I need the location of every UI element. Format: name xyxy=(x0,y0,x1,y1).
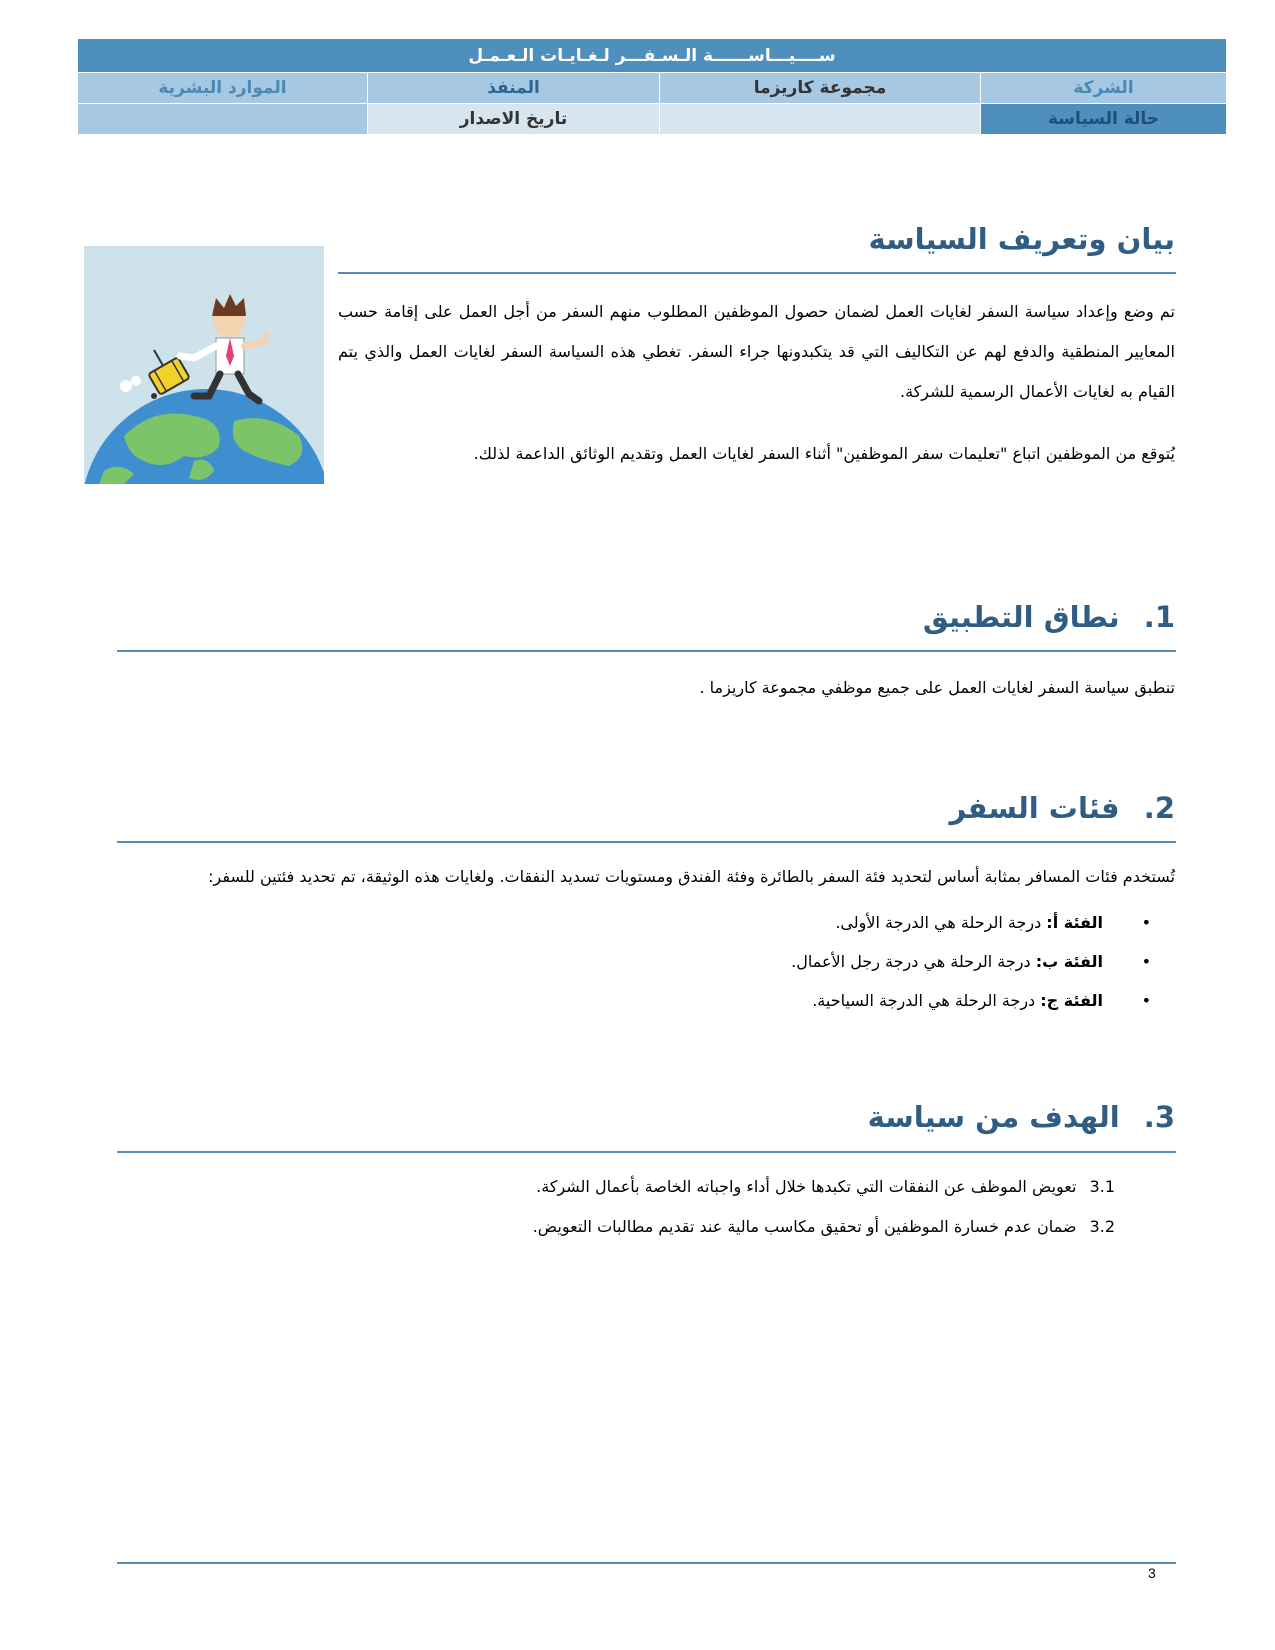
goal-text: ضمان عدم خسارة الموظفين أو تحقيق مكاسب مالية عند تقديم مطالبات التعويض. xyxy=(532,1217,1077,1236)
section3-title: الهدف من سياسة xyxy=(867,1100,1120,1134)
section1-heading xyxy=(923,600,1175,634)
section2-heading xyxy=(949,791,1175,825)
intro-divider xyxy=(338,272,1176,274)
issue-date-value xyxy=(660,104,981,135)
traveler-illustration xyxy=(84,246,324,484)
policy-title: ســــيـــاســــــة الـسـفـــر لـغـايـات الـعـمـل xyxy=(78,39,1227,73)
section2-divider xyxy=(117,841,1176,843)
category-label: الفئة ج: xyxy=(1040,991,1103,1010)
goal-item xyxy=(536,1177,1115,1196)
section2-text: تُستخدم فئات المسافر بمثابة أساس لتحديد فئة السفر بالطائرة وفئة الفندق ومستويات تسديد النفقات. ولغايات هذه الوثيقة، تم تحديد فئتين للسفر: xyxy=(208,867,1175,886)
company-label: الشركة xyxy=(981,73,1227,104)
list-item xyxy=(791,903,1151,942)
list-item xyxy=(791,942,1151,981)
bullet-icon: • xyxy=(1141,991,1151,1010)
section3-divider xyxy=(117,1151,1176,1153)
intro-paragraph: تم وضع وإعداد سياسة السفر لغايات العمل لضمان حصول الموظفين المطلوب منهم السفر من أجل العمل على إقامة حسب المعايير المنطقية والدفع لهم عن التكاليف التي قد يتكبدونها جراء السفر. تغطي هذه السياسة السفر لغايات العمل والذي يتم القيام به لغايات الأعمال الرسمية للشركة. xyxy=(338,302,1175,401)
page-number: 3 xyxy=(1148,1565,1156,1581)
issue-date-label: تاريخ الاصدار xyxy=(368,104,660,135)
list-item xyxy=(791,981,1151,1020)
section2-title: فئات السفر xyxy=(949,791,1120,825)
policy-header-table xyxy=(77,38,1227,135)
intro-paragraph-2: يُتوقع من الموظفين اتباع "تعليمات سفر الموظفين" أثناء السفر لغايات العمل وتقديم الوثائق الداعمة لذلك. xyxy=(473,444,1175,463)
section2-number: 2. xyxy=(1143,791,1175,825)
category-label: الفئة ب: xyxy=(1035,952,1103,971)
travel-categories-list xyxy=(791,903,1151,1020)
bullet-icon: • xyxy=(1141,952,1151,971)
intro-heading: بيان وتعريف السياسة xyxy=(868,222,1175,256)
category-text: درجة الرحلة هي الدرجة الأولى. xyxy=(835,913,1047,932)
section1-divider xyxy=(117,650,1176,652)
company-value: مجموعة كاريزما xyxy=(660,73,981,104)
goal-item xyxy=(533,1217,1115,1236)
traveler-globe-image xyxy=(84,246,324,484)
section1-text: تنطبق سياسة السفر لغايات العمل على جميع موظفي مجموعة كاريزما . xyxy=(699,678,1175,697)
goal-number: 3.1 xyxy=(1089,1177,1115,1196)
goal-number: 3.2 xyxy=(1089,1217,1115,1236)
status-label: حالة السياسة xyxy=(981,104,1227,135)
status-value xyxy=(78,104,368,135)
category-text: درجة الرحلة هي الدرجة السياحية. xyxy=(812,991,1041,1010)
category-label: الفئة أ: xyxy=(1046,913,1103,932)
implementer-value: الموارد البشرية xyxy=(78,73,368,104)
section1-number: 1. xyxy=(1143,600,1175,634)
section1-title: نطاق التطبيق xyxy=(922,600,1120,634)
category-text: درجة الرحلة هي درجة رجل الأعمال. xyxy=(791,952,1036,971)
bullet-icon: • xyxy=(1141,913,1151,932)
footer-divider xyxy=(117,1562,1176,1564)
section3-number: 3. xyxy=(1143,1100,1175,1134)
goal-text: تعويض الموظف عن النفقات التي تكبدها خلال أداء واجباته الخاصة بأعمال الشركة. xyxy=(536,1177,1077,1196)
implementer-label: المنفذ xyxy=(368,73,660,104)
section3-heading xyxy=(868,1100,1175,1134)
